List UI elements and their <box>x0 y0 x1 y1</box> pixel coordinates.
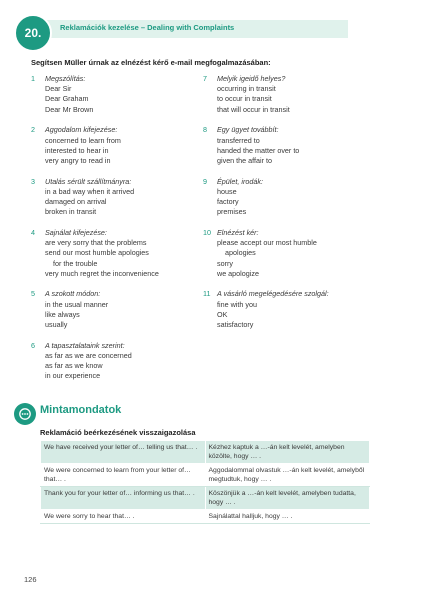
exercise-item <box>31 177 201 218</box>
item-number: 8 <box>203 125 207 135</box>
phrase-table <box>40 440 370 524</box>
item-option: sorry <box>217 258 233 268</box>
table-row <box>41 441 370 464</box>
item-label: Megszólítás: <box>45 74 86 83</box>
exercise-item <box>203 289 373 330</box>
instruction-heading: Segítsen Müller úrnak az elnézést kérő e-mail megfogalmazásában: <box>31 58 271 67</box>
english-phrase-cell: Thank you for your letter of… informing us that… . <box>41 487 206 510</box>
item-option: given the affair to <box>217 155 273 165</box>
hungarian-phrase-cell: Sajnálattal halljuk, hogy … . <box>205 510 370 524</box>
item-option: like always <box>45 309 80 319</box>
conversation-icon <box>14 403 36 425</box>
item-option: handed the matter over to <box>217 145 300 155</box>
item-option: occurring in transit <box>217 84 276 94</box>
item-number: 10 <box>203 227 211 237</box>
exercise-item <box>31 341 201 382</box>
item-label: Elnézést kér: <box>217 227 259 237</box>
english-phrase-cell: We were concerned to learn from your letter of… that… . <box>41 464 206 487</box>
exercise-item <box>203 74 373 115</box>
item-option: OK <box>217 309 228 319</box>
item-label: Melyik igeidő helyes? <box>217 74 286 83</box>
item-number: 1 <box>31 74 35 83</box>
item-number: 6 <box>31 340 35 350</box>
chapter-badge: 20. <box>14 14 52 52</box>
table-row <box>41 510 370 524</box>
exercise-item <box>31 228 201 279</box>
item-option: as far as we know <box>45 361 103 371</box>
exercise-item <box>31 125 201 166</box>
exercise-item <box>203 125 373 166</box>
item-label: Aggodalom kifejezése: <box>45 125 118 135</box>
item-number: 4 <box>31 227 35 237</box>
table-title: Reklamáció beérkezésének visszaigazolása <box>40 428 196 437</box>
exercise-item <box>31 289 201 330</box>
item-number: 2 <box>31 125 35 135</box>
item-option: are very sorry that the problems <box>45 238 147 248</box>
english-phrase-cell: We were sorry to hear that… . <box>41 510 206 524</box>
item-option: premises <box>217 207 247 217</box>
item-option: fine with you <box>217 299 257 309</box>
item-label: Utalás sérült szállítmányra: <box>45 176 132 186</box>
item-option: transferred to <box>217 135 260 145</box>
item-option: usually <box>45 320 68 330</box>
item-option: apologies <box>225 248 256 258</box>
item-number: 3 <box>31 176 35 186</box>
item-option: broken in transit <box>45 207 97 217</box>
table-row <box>41 464 370 487</box>
item-option: interested to hear in <box>45 145 109 155</box>
item-option: factory <box>217 197 239 207</box>
hungarian-phrase-cell: Kézhez kaptuk a …-án kelt levelét, amelyben közölte, hogy … . <box>205 441 370 464</box>
item-option: Dear Sir <box>45 84 72 94</box>
hungarian-phrase-cell: Aggodalommal olvastuk …-án kelt levelét, amelyből megtudtuk, hogy … . <box>205 464 370 487</box>
item-label: A tapasztalataink szerint: <box>45 340 125 350</box>
item-label: A szokott módon: <box>45 289 101 299</box>
item-option: Dear Mr Brown <box>45 104 94 114</box>
item-option: in the usual manner <box>45 299 109 309</box>
table-row <box>41 487 370 510</box>
exercise-item <box>203 228 373 279</box>
item-label: A vásárló megelégedésére szolgál: <box>217 289 329 299</box>
item-option: to occur in transit <box>217 94 272 104</box>
item-number: 5 <box>31 289 35 299</box>
item-option: send our most humble apologies <box>45 248 149 258</box>
chapter-title: Reklamációk kezelése – Dealing with Complaints <box>60 23 235 32</box>
hungarian-phrase-cell: Köszönjük a …-án kelt levelét, amelyben tudatta, hogy … . <box>205 487 370 510</box>
item-label: Épület, irodák: <box>217 176 263 186</box>
item-option: that will occur in transit <box>217 104 290 114</box>
item-label: Egy ügyet továbbít: <box>217 125 279 135</box>
exercise-item <box>203 177 373 218</box>
exercise-column-right <box>203 74 373 341</box>
section-title: Mintamondatok <box>40 404 122 416</box>
page-number: 126 <box>24 575 37 584</box>
item-number: 11 <box>203 289 211 299</box>
item-option: as far as we are concerned <box>45 350 132 360</box>
item-option: Dear Graham <box>45 94 89 104</box>
item-option: concerned to learn from <box>45 135 121 145</box>
item-number: 9 <box>203 176 207 186</box>
item-label: Sajnálat kifejezése: <box>45 227 107 237</box>
item-option: satisfactory <box>217 320 254 330</box>
item-option: in a bad way when it arrived <box>45 186 135 196</box>
item-option: we apologize <box>217 268 259 278</box>
item-option: very much regret the inconvenience <box>45 268 159 278</box>
item-option: damaged on arrival <box>45 197 107 207</box>
item-option: in our experience <box>45 371 101 381</box>
english-phrase-cell: We have received your letter of… telling us that… . <box>41 441 206 464</box>
item-number: 7 <box>203 74 207 83</box>
exercise-item <box>31 74 201 115</box>
item-option: for the trouble <box>53 258 98 268</box>
exercise-column-left <box>31 74 201 392</box>
item-option: house <box>217 186 237 196</box>
item-option: please accept our most humble <box>217 238 317 248</box>
item-option: very angry to read in <box>45 155 111 165</box>
